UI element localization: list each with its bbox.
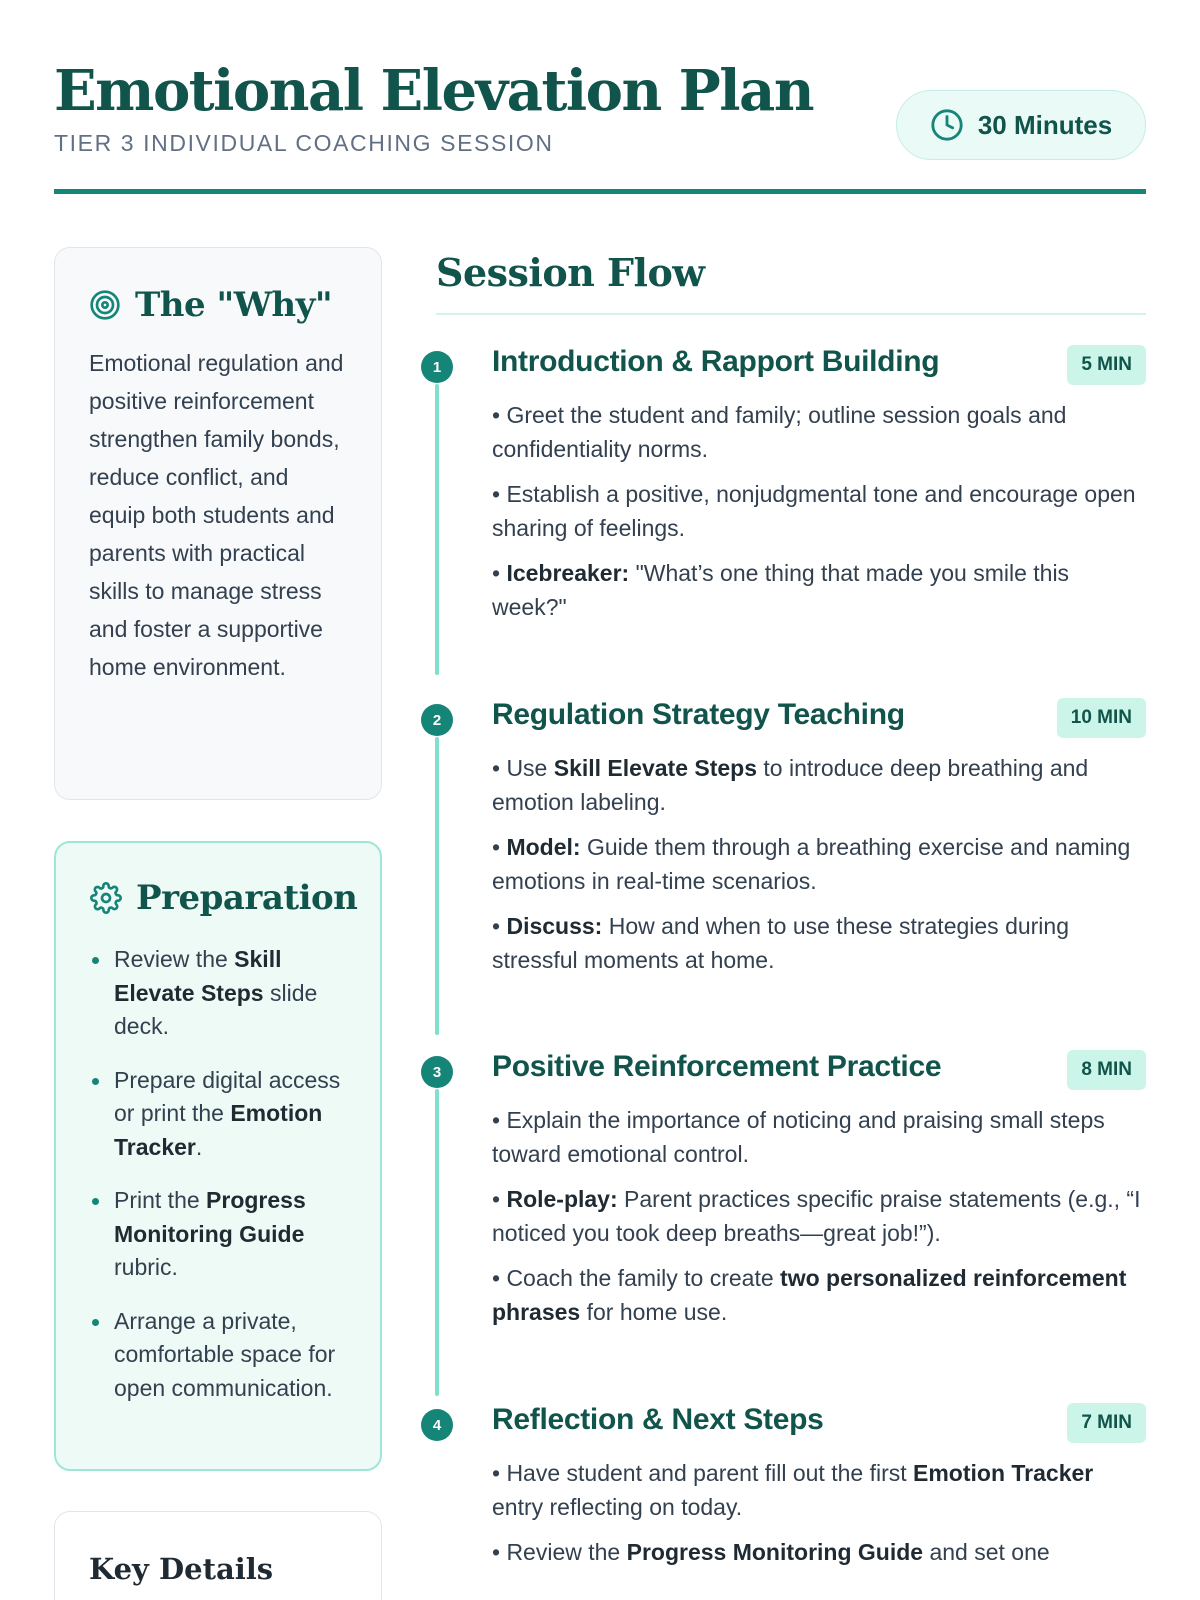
step-title: Positive Reinforcement Practice	[492, 1050, 942, 1083]
step-bullet: • Have student and parent fill out the first Emotion Tracker entry reflecting on today.	[492, 1460, 1094, 1520]
session-flow-divider	[436, 313, 1146, 315]
session-step	[492, 1050, 1146, 1341]
page	[54, 0, 1146, 1600]
step-duration-badge: 7 MIN	[1067, 1403, 1146, 1443]
timeline-connector	[435, 1089, 439, 1396]
preparation-item: Arrange a private, comfortable space for open communication.	[90, 1305, 356, 1406]
step-bullet: • Discuss: How and when to use these strategies during stressful moments at home.	[492, 913, 1069, 973]
step-number: 1	[421, 351, 453, 383]
step-bullets	[492, 752, 1146, 977]
page-subtitle: TIER 3 INDIVIDUAL COACHING SESSION	[54, 130, 554, 156]
step-header	[492, 1050, 1146, 1090]
session-step	[492, 698, 1146, 989]
why-title: The "Why"	[135, 285, 333, 325]
preparation-item: Review the Skill Elevate Steps slide deck.	[90, 943, 356, 1044]
timeline-connector	[435, 737, 439, 1035]
step-bullet: • Greet the student and family; outline session goals and confidentiality norms.	[492, 402, 1067, 462]
session-flow-title: Session Flow	[436, 250, 705, 295]
step-number: 4	[421, 1409, 453, 1441]
step-bullet: • Review the Progress Monitoring Guide and set one	[492, 1539, 1050, 1565]
step-duration-badge: 5 MIN	[1067, 345, 1146, 385]
step-title: Reflection & Next Steps	[492, 1403, 824, 1436]
timeline-connector	[435, 384, 439, 675]
step-header	[492, 1403, 1146, 1443]
why-card-header	[89, 285, 332, 325]
step-number: 3	[421, 1056, 453, 1088]
step-duration-badge: 10 MIN	[1057, 698, 1146, 738]
step-header	[492, 345, 1146, 385]
preparation-item: Prepare digital access or print the Emotion Tracker.	[90, 1064, 356, 1165]
key-details-title: Key Details	[89, 1552, 274, 1586]
page-header	[54, 52, 1146, 194]
target-icon	[89, 289, 121, 321]
step-bullet: • Coach the family to create two personalized reinforcement phrases for home use.	[492, 1265, 1127, 1325]
step-bullets	[492, 399, 1146, 624]
gear-icon	[90, 882, 122, 914]
why-text: Emotional regulation and positive reinforcement strengthen family bonds, reduce conflict, and equip both students and parents with practical skills to manage stress and foster a supportive home environment.	[89, 350, 344, 680]
why-card	[54, 247, 382, 800]
step-title: Regulation Strategy Teaching	[492, 698, 905, 731]
step-bullet: • Role-play: Parent practices specific praise statements (e.g., “I noticed you took deep breaths—great job!”).	[492, 1186, 1141, 1246]
preparation-card-header	[90, 878, 357, 918]
preparation-item: Print the Progress Monitoring Guide rubric.	[90, 1184, 356, 1285]
key-details-card	[54, 1511, 382, 1600]
preparation-card	[54, 841, 382, 1471]
session-step	[492, 345, 1146, 636]
preparation-list	[90, 943, 356, 1425]
preparation-title: Preparation	[136, 878, 358, 918]
step-header	[492, 698, 1146, 738]
step-bullet: • Icebreaker: "What’s one thing that made you smile this week?"	[492, 560, 1070, 620]
step-duration-badge: 8 MIN	[1067, 1050, 1146, 1090]
step-bullet: • Establish a positive, nonjudgmental tone and encourage open sharing of feelings.	[492, 481, 1136, 541]
clock-icon	[930, 108, 964, 142]
key-details-header	[89, 1552, 273, 1586]
session-step	[492, 1403, 1146, 1582]
step-bullet: • Explain the importance of noticing and praising small steps toward emotional control.	[492, 1107, 1105, 1167]
step-bullet: • Use Skill Elevate Steps to introduce deep breathing and emotion labeling.	[492, 755, 1089, 815]
step-bullets	[492, 1457, 1146, 1570]
step-number: 2	[421, 704, 453, 736]
duration-badge	[896, 90, 1146, 160]
page-title: Emotional Elevation Plan	[54, 58, 814, 124]
step-bullets	[492, 1104, 1146, 1329]
duration-text: 30 Minutes	[977, 109, 1113, 140]
step-bullet: • Model: Guide them through a breathing exercise and naming emotions in real-time scenarios.	[492, 834, 1131, 894]
step-title: Introduction & Rapport Building	[492, 345, 940, 378]
